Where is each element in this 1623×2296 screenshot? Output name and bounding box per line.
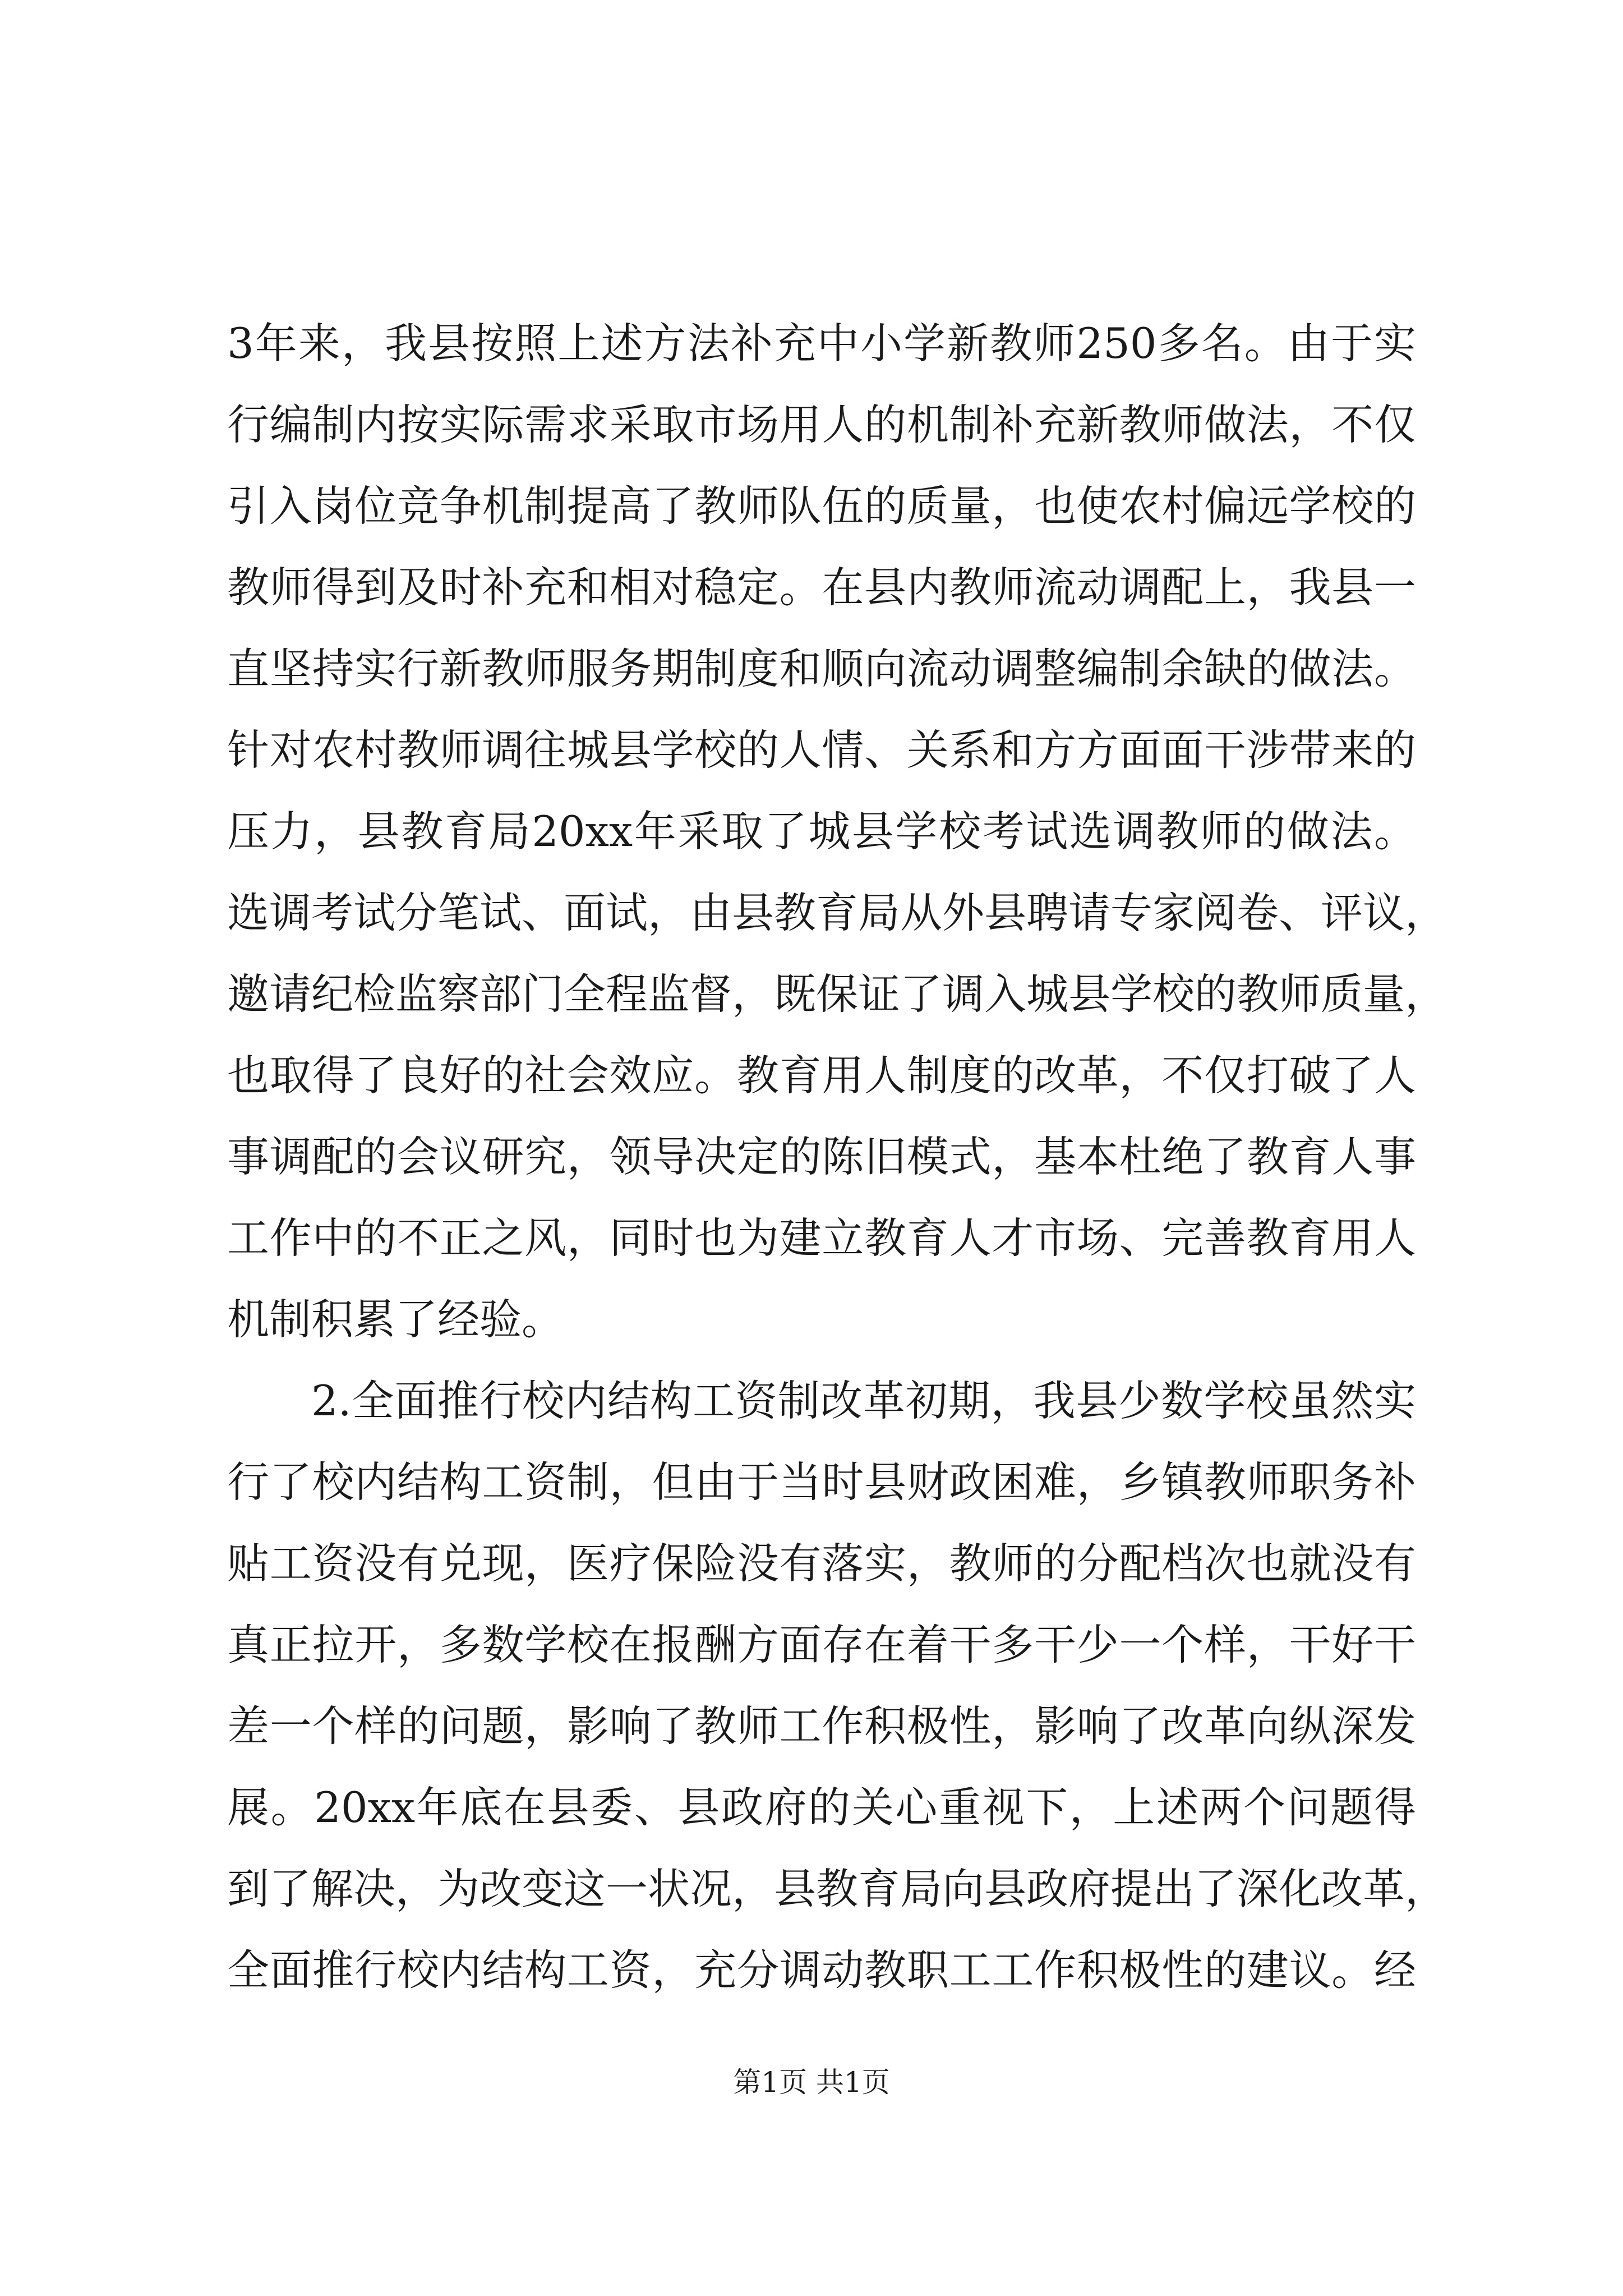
text-line: 直坚持实行新教师服务期制度和顺向流动调整编制余缺的做法。 — [227, 644, 1416, 693]
text-line: 真正拉开，多数学校在报酬方面存在着干多干少一个样，干好干 — [227, 1620, 1416, 1669]
text-line: 事调配的会议研究，领导决定的陈旧模式，基本杜绝了教育人事 — [227, 1132, 1416, 1181]
page-footer — [0, 2060, 1623, 2100]
text-line: 也取得了良好的社会效应。教育用人制度的改革，不仅打破了人 — [227, 1051, 1416, 1100]
paragraph-2 — [227, 1360, 1447, 2011]
text-line: 全面推行校内结构工资，充分调动教职工工作积极性的建议。经 — [227, 1945, 1416, 1995]
text-line: 压力，县教育局20xx年采取了城县学校考试选调教师的做法。 — [227, 807, 1416, 856]
paragraph-1 — [227, 303, 1447, 1360]
text-line: 针对农村教师调往城县学校的人情、关系和方方面面干涉带来的 — [227, 725, 1416, 775]
text-line: 2.全面推行校内结构工资制改革初期，我县少数学校虽然实 — [311, 1376, 1416, 1425]
text-line: 教师得到及时补充和相对稳定。在县内教师流动调配上，我县一 — [227, 563, 1416, 612]
text-line: 差一个样的问题，影响了教师工作积极性，影响了改革向纵深发 — [227, 1701, 1416, 1751]
text-line: 行编制内按实际需求采取市场用人的机制补充新教师做法，不仅 — [227, 400, 1416, 449]
text-line: 引入岗位竞争机制提高了教师队伍的质量，也使农村偏远学校的 — [227, 481, 1416, 531]
text-line: 3年来，我县按照上述方法补充中小学新教师250多名。由于实 — [227, 319, 1416, 368]
text-line: 展。20xx年底在县委、县政府的关心重视下，上述两个问题得 — [227, 1783, 1416, 1832]
text-line: 邀请纪检监察部门全程监督，既保证了调入城县学校的教师质量， — [227, 969, 1447, 1019]
text-line: 行了校内结构工资制，但由于当时县财政困难，乡镇教师职务补 — [227, 1457, 1416, 1507]
text-line: 到了解决，为改变这一状况，县教育局向县政府提出了深化改革， — [227, 1864, 1447, 1913]
text-line: 选调考试分笔试、面试，由县教育局从外县聘请专家阅卷、评议， — [227, 888, 1447, 937]
page-number-label: 第1页 共1页 — [733, 2066, 890, 2099]
text-line: 贴工资没有兑现，医疗保险没有落实，教师的分配档次也就没有 — [227, 1539, 1416, 1588]
document-body — [227, 303, 1447, 2011]
text-line: 工作中的不正之风，同时也为建立教育人才市场、完善教育用人 — [227, 1213, 1416, 1263]
text-line: 机制积累了经验。 — [227, 1295, 564, 1344]
